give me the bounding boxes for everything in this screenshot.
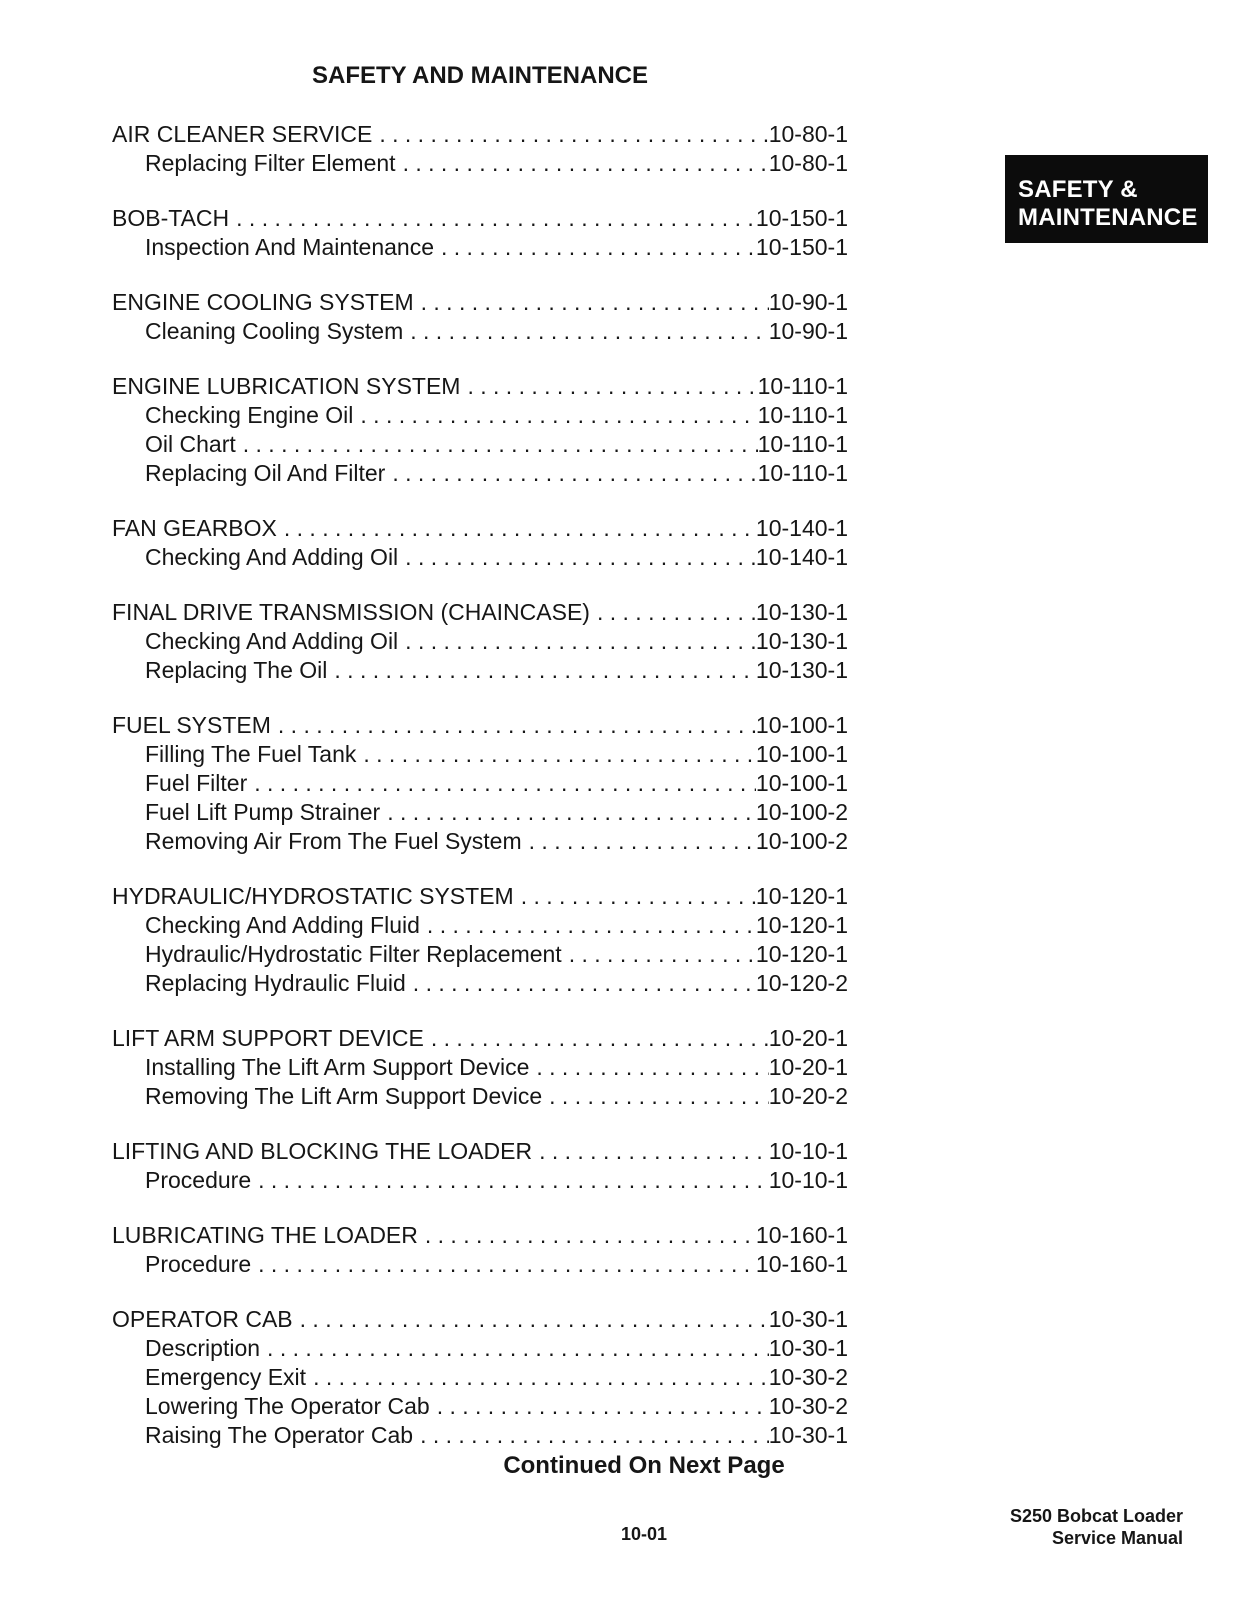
toc-entry-label: Checking Engine Oil: [145, 402, 354, 428]
toc-heading-entry: [112, 598, 848, 627]
toc-entry-page: 10-120-1: [755, 883, 848, 909]
toc-column: [112, 61, 848, 1476]
dot-leader: [398, 627, 756, 656]
toc-entry-page: 10-130-1: [755, 599, 848, 625]
toc-entry-label: Raising The Operator Cab: [145, 1422, 414, 1448]
dot-leader: [385, 459, 757, 488]
toc-heading-entry: [112, 372, 848, 401]
dot-leader: [380, 798, 756, 827]
toc-entry-label: OPERATOR CAB: [112, 1306, 293, 1332]
toc-entry-label: Inspection And Maintenance: [145, 234, 434, 260]
toc-entry-page: 10-120-1: [755, 941, 848, 967]
toc-subentry: [112, 1166, 848, 1195]
toc-subentry: [112, 1082, 848, 1111]
toc-subentry: [112, 1250, 848, 1279]
toc-entry-page: 10-20-1: [768, 1054, 848, 1080]
dot-leader: [460, 372, 757, 401]
dot-leader: [306, 1363, 769, 1392]
dot-leader: [372, 120, 768, 149]
toc-entry-page: 10-120-2: [755, 970, 848, 996]
dot-leader: [353, 401, 757, 430]
toc-subentry: [112, 656, 848, 685]
toc-entry-label: ENGINE COOLING SYSTEM: [112, 289, 414, 315]
toc-entry-label: Cleaning Cooling System: [145, 318, 404, 344]
toc-entry-page: 10-150-1: [755, 234, 848, 260]
toc-group: [112, 711, 848, 856]
toc-entry-page: 10-30-1: [768, 1422, 848, 1448]
toc-subentry: [112, 827, 848, 856]
dot-leader: [532, 1137, 769, 1166]
dot-leader: [434, 233, 756, 262]
toc-entry-page: 10-80-1: [768, 150, 848, 176]
toc-heading-entry: [112, 204, 848, 233]
toc-entry-label: FINAL DRIVE TRANSMISSION (CHAINCASE): [112, 599, 590, 625]
toc-entry-label: Replacing Filter Element: [145, 150, 396, 176]
toc-subentry: [112, 740, 848, 769]
toc-subentry: [112, 1392, 848, 1421]
toc-entry-label: BOB-TACH: [112, 205, 230, 231]
toc-entry-label: Hydraulic/Hydrostatic Filter Replacement: [145, 941, 562, 967]
toc-entry-page: 10-30-1: [768, 1306, 848, 1332]
dot-leader: [522, 827, 756, 856]
toc-entry-page: 10-150-1: [755, 205, 848, 231]
toc-group: [112, 204, 848, 262]
section-tab-safety-maintenance: [1005, 155, 1208, 243]
toc-entry-label: LIFT ARM SUPPORT DEVICE: [112, 1025, 424, 1051]
toc-heading-entry: [112, 1305, 848, 1334]
toc-subentry: [112, 1334, 848, 1363]
toc-entry-label: Replacing Hydraulic Fluid: [145, 970, 406, 996]
toc-entry-label: LUBRICATING THE LOADER: [112, 1222, 418, 1248]
toc-heading-entry: [112, 120, 848, 149]
toc-entry-page: 10-160-1: [755, 1222, 848, 1248]
toc-entry-label: Fuel Filter: [145, 770, 248, 796]
page-title: SAFETY AND MAINTENANCE: [311, 62, 648, 89]
toc-entry-page: 10-100-2: [755, 828, 848, 854]
dot-leader: [271, 711, 756, 740]
toc-entry-page: 10-110-1: [757, 402, 848, 428]
toc-entry-label: FUEL SYSTEM: [112, 712, 271, 738]
dot-leader: [406, 969, 756, 998]
toc-entry-page: 10-90-1: [768, 318, 848, 344]
toc-entry-page: 10-130-1: [755, 657, 848, 683]
dot-leader: [562, 940, 756, 969]
dot-leader: [403, 317, 768, 346]
toc-group: [112, 1137, 848, 1195]
toc-heading-entry: [112, 288, 848, 317]
toc-entry-page: 10-100-2: [755, 799, 848, 825]
toc-subentry: [112, 543, 848, 572]
toc-entry-label: Procedure: [145, 1251, 252, 1277]
toc-subentry: [112, 627, 848, 656]
section-tab-line2: MAINTENANCE: [1018, 204, 1198, 231]
dot-leader: [514, 882, 756, 911]
dot-leader: [277, 514, 756, 543]
dot-leader: [424, 1024, 769, 1053]
toc-entry-label: Procedure: [145, 1167, 252, 1193]
toc-entry-page: 10-30-2: [768, 1393, 848, 1419]
toc-entry-page: 10-130-1: [755, 628, 848, 654]
toc-entry-page: 10-80-1: [768, 121, 848, 147]
toc-subentry: [112, 401, 848, 430]
toc-heading-entry: [112, 882, 848, 911]
toc-heading-entry: [112, 514, 848, 543]
toc-group: [112, 882, 848, 998]
dot-leader: [229, 204, 756, 233]
toc-entry-page: 10-10-1: [768, 1167, 848, 1193]
toc-entry-label: Removing The Lift Arm Support Device: [145, 1083, 543, 1109]
toc-entry-label: Description: [145, 1335, 261, 1361]
toc-entry-label: Removing Air From The Fuel System: [145, 828, 522, 854]
toc-subentry: [112, 317, 848, 346]
dot-leader: [327, 656, 756, 685]
toc-entry-page: 10-100-1: [755, 770, 848, 796]
toc-heading-entry: [112, 711, 848, 740]
toc-group: [112, 514, 848, 572]
dot-leader: [356, 740, 756, 769]
dot-leader: [293, 1305, 769, 1334]
toc-entry-label: Checking And Adding Oil: [145, 544, 399, 570]
footer-manual-line1: S250 Bobcat Loader: [1009, 1506, 1183, 1526]
toc-entry-label: Replacing Oil And Filter: [145, 460, 386, 486]
toc-entry-label: FAN GEARBOX: [112, 515, 277, 541]
footer-manual-title: [1010, 1505, 1183, 1549]
toc-entry-label: LIFTING AND BLOCKING THE LOADER: [112, 1138, 533, 1164]
toc-entry-label: Oil Chart: [145, 431, 236, 457]
dot-leader: [247, 769, 756, 798]
dot-leader: [236, 430, 758, 459]
dot-leader: [413, 1421, 769, 1450]
toc-entry-label: ENGINE LUBRICATION SYSTEM: [112, 373, 461, 399]
toc-entry-label: Replacing The Oil: [145, 657, 328, 683]
toc-groups: [112, 120, 848, 1450]
toc-group: [112, 1024, 848, 1111]
toc-heading-entry: [112, 1221, 848, 1250]
toc-group: [112, 372, 848, 488]
toc-entry-label: Lowering The Operator Cab: [145, 1393, 430, 1419]
toc-entry-label: Fuel Lift Pump Strainer: [145, 799, 381, 825]
toc-group: [112, 288, 848, 346]
toc-group: [112, 598, 848, 685]
toc-entry-page: 10-120-1: [755, 912, 848, 938]
toc-subentry: [112, 1053, 848, 1082]
toc-entry-page: 10-110-1: [757, 431, 848, 457]
dot-leader: [430, 1392, 769, 1421]
toc-subentry: [112, 1363, 848, 1392]
toc-entry-page: 10-140-1: [755, 544, 848, 570]
toc-entry-page: 10-160-1: [755, 1251, 848, 1277]
dot-leader: [414, 288, 769, 317]
toc-entry-label: Emergency Exit: [145, 1364, 307, 1390]
toc-subentry: [112, 940, 848, 969]
section-tab-line1: SAFETY &: [1018, 176, 1138, 203]
toc-entry-page: 10-20-2: [768, 1083, 848, 1109]
dot-leader: [396, 149, 769, 178]
toc-subentry: [112, 430, 848, 459]
footer-manual-line2: Service Manual: [1051, 1528, 1183, 1548]
toc-entry-page: 10-100-1: [755, 741, 848, 767]
toc-entry-page: 10-110-1: [757, 373, 848, 399]
toc-subentry: [112, 969, 848, 998]
toc-subentry: [112, 769, 848, 798]
dot-leader: [260, 1334, 769, 1363]
toc-entry-page: 10-10-1: [768, 1138, 848, 1164]
dot-leader: [529, 1053, 768, 1082]
toc-subentry: [112, 1421, 848, 1450]
toc-subentry: [112, 459, 848, 488]
toc-entry-label: AIR CLEANER SERVICE: [112, 121, 373, 147]
toc-subentry: [112, 233, 848, 262]
dot-leader: [251, 1166, 769, 1195]
toc-group: [112, 1305, 848, 1450]
toc-subentry: [112, 149, 848, 178]
toc-entry-page: 10-30-2: [768, 1364, 848, 1390]
toc-entry-page: 10-30-1: [768, 1335, 848, 1361]
toc-subentry: [112, 911, 848, 940]
toc-entry-page: 10-90-1: [768, 289, 848, 315]
toc-entry-label: Installing The Lift Arm Support Device: [145, 1054, 530, 1080]
continued-note: Continued On Next Page: [503, 1452, 785, 1479]
toc-heading-entry: [112, 1024, 848, 1053]
toc-entry-label: Filling The Fuel Tank: [145, 741, 357, 767]
toc-entry-label: Checking And Adding Fluid: [145, 912, 420, 938]
dot-leader: [418, 1221, 756, 1250]
dot-leader: [398, 543, 756, 572]
toc-entry-label: HYDRAULIC/HYDROSTATIC SYSTEM: [112, 883, 514, 909]
toc-entry-page: 10-20-1: [768, 1025, 848, 1051]
dot-leader: [420, 911, 756, 940]
dot-leader: [251, 1250, 756, 1279]
dot-leader: [590, 598, 756, 627]
dot-leader: [542, 1082, 769, 1111]
toc-subentry: [112, 798, 848, 827]
toc-heading-entry: [112, 1137, 848, 1166]
toc-group: [112, 120, 848, 178]
toc-entry-page: 10-110-1: [757, 460, 848, 486]
toc-entry-page: 10-100-1: [755, 712, 848, 738]
footer-page-number: 10-01: [620, 1524, 668, 1544]
toc-group: [112, 1221, 848, 1279]
toc-entry-page: 10-140-1: [755, 515, 848, 541]
toc-entry-label: Checking And Adding Oil: [145, 628, 399, 654]
